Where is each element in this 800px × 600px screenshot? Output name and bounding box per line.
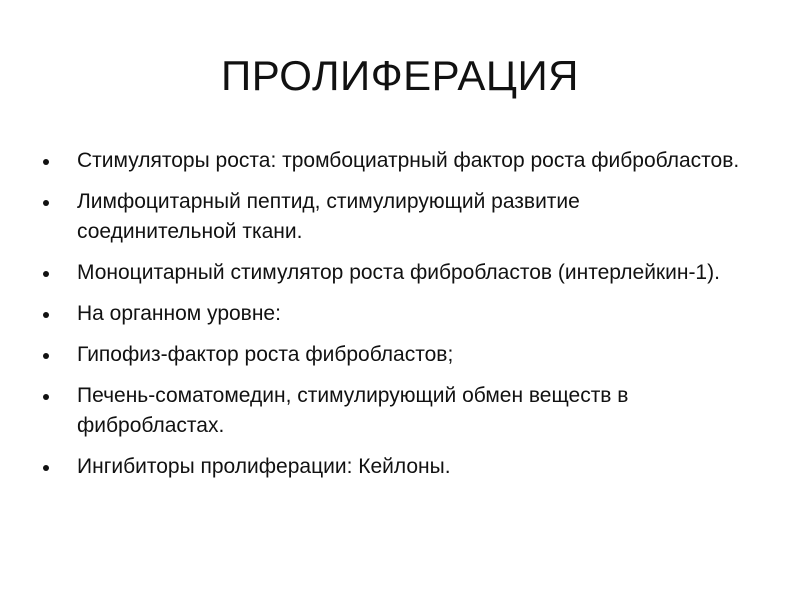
bullet-item	[40, 340, 740, 370]
bullet-dot-icon	[43, 394, 49, 400]
bullet-dot-icon	[43, 271, 49, 277]
bullet-text: Моноцитарный стимулятор роста фибробластов (интерлейкин-1).	[77, 261, 720, 284]
bullet-item	[40, 452, 740, 482]
bullet-dot-icon	[43, 200, 49, 206]
bullet-dot-icon	[43, 353, 49, 359]
bullet-text: На органном уровне:	[77, 302, 281, 325]
bullet-dot-icon	[43, 465, 49, 471]
bullet-text: Ингибиторы пролиферации: Кейлоны.	[77, 455, 451, 478]
bullet-dot-icon	[43, 312, 49, 318]
bullet-item	[40, 258, 740, 288]
bullet-dot-icon	[43, 159, 49, 165]
bullet-text: Стимуляторы роста: тромбоциатрный фактор роста фибробластов.	[77, 149, 740, 172]
bullet-list	[40, 146, 740, 493]
bullet-text: Гипофиз-фактор роста фибробластов;	[77, 343, 454, 366]
bullet-item	[40, 299, 740, 329]
bullet-item	[40, 381, 740, 441]
bullet-text: Лимфоцитарный пептид, стимулирующий развитие соединительной ткани.	[77, 190, 580, 243]
bullet-item	[40, 187, 740, 247]
bullet-text: Печень-соматомедин, стимулирующий обмен веществ в фибробластах.	[77, 384, 629, 437]
slide-title: ПРОЛИФЕРАЦИЯ	[221, 52, 579, 99]
bullet-item	[40, 146, 740, 176]
